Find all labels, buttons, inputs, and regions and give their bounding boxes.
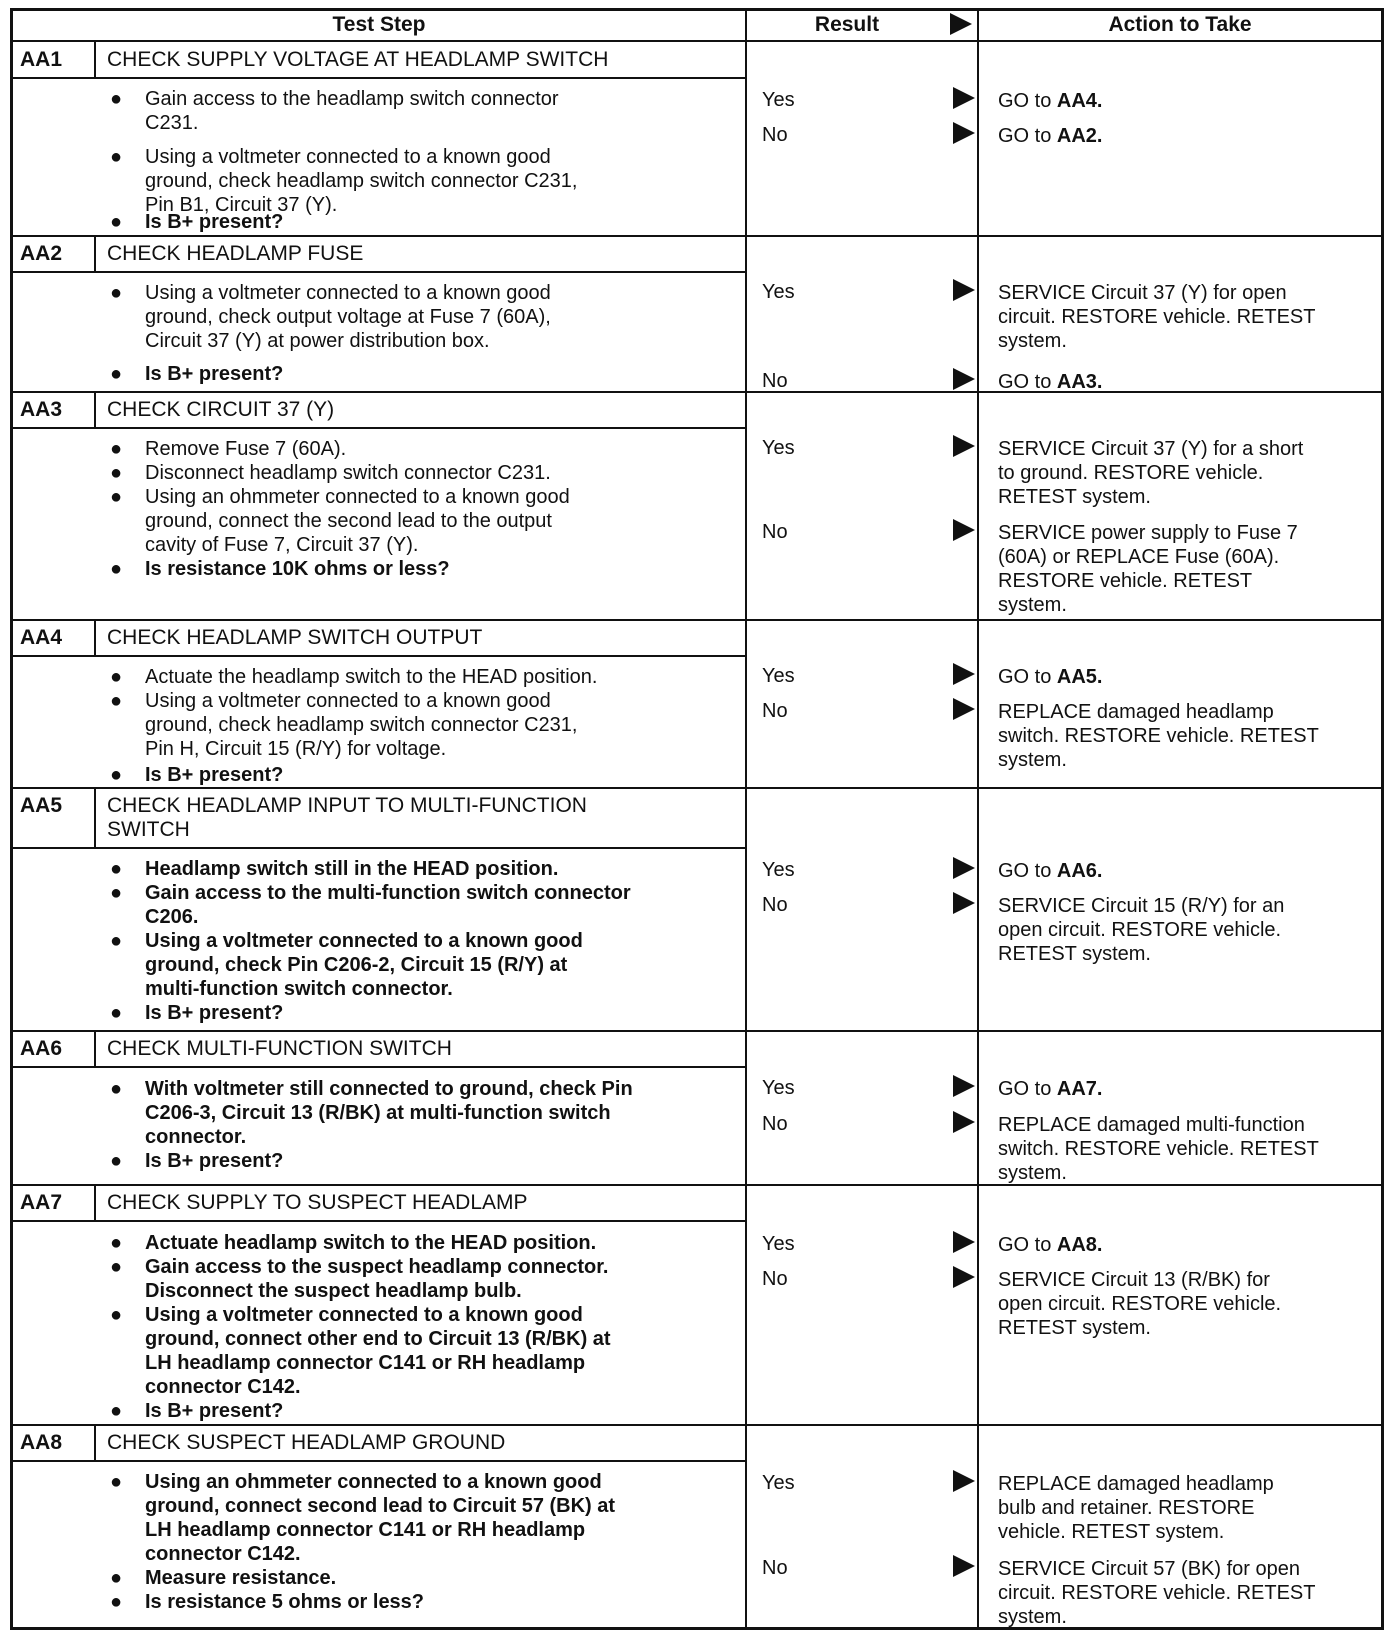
bullet-dot: ● — [110, 211, 123, 233]
action-text — [998, 437, 1378, 509]
action-text — [998, 665, 1378, 689]
arrow-icon — [953, 1231, 975, 1253]
step-bullet — [110, 281, 740, 353]
title-separator — [10, 1220, 745, 1222]
id-divider — [94, 392, 96, 428]
bullet-dot: ● — [110, 764, 123, 786]
arrow-icon — [953, 87, 975, 109]
action-text — [998, 281, 1378, 353]
step-bullet — [110, 485, 740, 557]
bullet-dot: ● — [110, 88, 123, 110]
action-label: GO to — [998, 1078, 1057, 1100]
bullet-dot: ● — [110, 486, 123, 508]
arrow-icon — [953, 122, 975, 144]
bullet-dot: ● — [110, 1591, 123, 1613]
action-label: SERVICE Circuit 15 (R/Y) for an open circuit. RESTORE vehicle. RETEST system. — [998, 895, 1285, 965]
bullet-text: Disconnect headlamp switch connector C231. — [145, 462, 551, 484]
step-bullet — [110, 362, 740, 386]
step-id: AA2 — [20, 242, 63, 265]
action-label: REPLACE damaged multi-function switch. RESTORE vehicle. RETEST system. — [998, 1114, 1319, 1184]
action-text — [998, 1077, 1378, 1101]
result-no: No — [762, 1557, 788, 1579]
bullet-text: Gain access to the headlamp switch connector C231. — [145, 88, 559, 134]
result-no: No — [762, 700, 788, 722]
arrow-icon — [953, 368, 975, 390]
bullet-text: With voltmeter still connected to ground, check Pin C206-3, Circuit 13 (R/BK) at multi-function switch connector. — [145, 1078, 633, 1148]
step-title: CHECK HEADLAMP FUSE — [107, 242, 364, 265]
step-id: AA6 — [20, 1037, 63, 1060]
bullet-dot: ● — [110, 146, 123, 168]
step-bullet — [110, 210, 740, 234]
header-arrow-icon — [950, 13, 972, 35]
bullet-dot: ● — [110, 1002, 123, 1024]
action-label: GO to — [998, 1234, 1057, 1256]
bullet-dot: ● — [110, 930, 123, 952]
header-result: Result — [814, 13, 880, 36]
action-label: GO to — [998, 371, 1057, 393]
action-target-step: AA6. — [1056, 860, 1103, 882]
arrow-icon — [953, 279, 975, 301]
bullet-dot: ● — [110, 1400, 123, 1422]
action-target-step: AA4. — [1056, 90, 1103, 112]
arrow-icon — [953, 1075, 975, 1097]
bullet-text: Using a voltmeter connected to a known good ground, connect other end to Circuit 13 (R/BK) at LH headlamp connector C141 or RH headlamp connector C142. — [145, 1304, 611, 1398]
action-label: REPLACE damaged headlamp switch. RESTORE vehicle. RETEST system. — [998, 701, 1319, 771]
id-divider — [94, 1425, 96, 1461]
row-separator — [10, 1030, 1384, 1032]
arrow-icon — [953, 1266, 975, 1288]
header-bottom-border — [10, 40, 1384, 42]
step-bullet — [110, 689, 740, 761]
step-title: CHECK SUSPECT HEADLAMP GROUND — [107, 1431, 506, 1454]
title-separator — [10, 1460, 745, 1462]
step-bullet — [110, 557, 740, 581]
bullet-text: Using a voltmeter connected to a known good ground, check output voltage at Fuse 7 (60A), Circuit 37 (Y) at power distribution box. — [145, 282, 551, 352]
action-text — [998, 1557, 1378, 1629]
step-bullet — [110, 763, 740, 787]
title-separator — [10, 77, 745, 79]
table-top-border — [10, 8, 1384, 11]
step-bullet — [110, 1077, 740, 1149]
bullet-text: Is B+ present? — [145, 1150, 284, 1172]
arrow-icon — [953, 1111, 975, 1133]
row-separator — [10, 235, 1384, 237]
action-text — [998, 89, 1378, 113]
step-bullet — [110, 437, 740, 461]
result-yes: Yes — [762, 859, 795, 881]
bullet-text: Using an ohmmeter connected to a known good ground, connect the second lead to the output cavity of Fuse 7, Circuit 37 (Y). — [145, 486, 570, 556]
action-column-divider — [977, 8, 979, 1630]
step-bullet — [110, 857, 740, 881]
bullet-dot: ● — [110, 438, 123, 460]
action-target-step: AA3. — [1056, 371, 1103, 393]
result-yes: Yes — [762, 1077, 795, 1099]
title-separator — [10, 847, 745, 849]
action-label: GO to — [998, 860, 1057, 882]
arrow-icon — [953, 1555, 975, 1577]
bullet-text: Actuate headlamp switch to the HEAD position. — [145, 1232, 597, 1254]
id-divider — [94, 1031, 96, 1067]
action-text — [998, 1268, 1378, 1340]
arrow-icon — [953, 519, 975, 541]
bullet-text: Gain access to the suspect headlamp connector. Disconnect the suspect headlamp bulb. — [145, 1256, 609, 1302]
row-separator — [10, 1424, 1384, 1426]
result-yes: Yes — [762, 1472, 795, 1494]
action-text — [998, 700, 1378, 772]
bullet-text: Remove Fuse 7 (60A). — [145, 438, 347, 460]
id-divider — [94, 1185, 96, 1221]
bullet-dot: ● — [110, 666, 123, 688]
bullet-text: Gain access to the multi-function switch connector C206. — [145, 882, 631, 928]
bullet-text: Is B+ present? — [145, 211, 284, 233]
bullet-text: Is B+ present? — [145, 1400, 284, 1422]
arrow-icon — [953, 857, 975, 879]
title-separator — [10, 1066, 745, 1068]
result-no: No — [762, 370, 788, 392]
action-label: GO to — [998, 90, 1057, 112]
result-no: No — [762, 1113, 788, 1135]
action-text — [998, 1472, 1378, 1544]
step-id: AA1 — [20, 48, 63, 71]
id-divider — [94, 236, 96, 272]
step-bullet — [110, 87, 740, 135]
result-no: No — [762, 1268, 788, 1290]
step-bullet — [110, 929, 740, 1001]
step-title: CHECK CIRCUIT 37 (Y) — [107, 398, 335, 421]
result-column-divider — [745, 8, 747, 1630]
bullet-dot: ● — [110, 858, 123, 880]
action-target-step: AA8. — [1056, 1234, 1103, 1256]
step-bullet — [110, 1590, 740, 1614]
action-target-step: AA2. — [1056, 125, 1103, 147]
bullet-dot: ● — [110, 1256, 123, 1278]
bullet-dot: ● — [110, 1150, 123, 1172]
bullet-text: Is resistance 10K ohms or less? — [145, 558, 450, 580]
bullet-dot: ● — [110, 1471, 123, 1493]
bullet-dot: ● — [110, 1232, 123, 1254]
step-id: AA3 — [20, 398, 63, 421]
action-label: REPLACE damaged headlamp bulb and retainer. RESTORE vehicle. RETEST system. — [998, 1473, 1274, 1543]
arrow-icon — [953, 663, 975, 685]
arrow-icon — [953, 1470, 975, 1492]
action-text — [998, 859, 1378, 883]
step-bullet — [110, 1001, 740, 1025]
bullet-dot: ● — [110, 882, 123, 904]
bullet-dot: ● — [110, 282, 123, 304]
action-label: SERVICE power supply to Fuse 7 (60A) or REPLACE Fuse (60A). RESTORE vehicle. RETEST system. — [998, 522, 1298, 616]
step-bullet — [110, 881, 740, 929]
action-text — [998, 124, 1378, 148]
result-yes: Yes — [762, 1233, 795, 1255]
title-separator — [10, 655, 745, 657]
action-label: SERVICE Circuit 37 (Y) for open circuit. RESTORE vehicle. RETEST system. — [998, 282, 1316, 352]
arrow-icon — [953, 892, 975, 914]
step-id: AA7 — [20, 1191, 63, 1214]
step-bullet — [110, 1231, 740, 1255]
result-no: No — [762, 124, 788, 146]
step-bullet — [110, 461, 740, 485]
bullet-dot: ● — [110, 1567, 123, 1589]
row-separator — [10, 787, 1384, 789]
arrow-icon — [953, 698, 975, 720]
table-right-border — [1381, 8, 1384, 1630]
action-text — [998, 1113, 1378, 1185]
action-label: SERVICE Circuit 37 (Y) for a short to ground. RESTORE vehicle. RETEST system. — [998, 438, 1304, 508]
result-yes: Yes — [762, 281, 795, 303]
bullet-dot: ● — [110, 690, 123, 712]
arrow-icon — [953, 435, 975, 457]
result-no: No — [762, 521, 788, 543]
header-action: Action to Take — [1108, 13, 1252, 36]
result-yes: Yes — [762, 89, 795, 111]
step-id: AA4 — [20, 626, 63, 649]
row-separator — [10, 619, 1384, 621]
step-bullet — [110, 1566, 740, 1590]
bullet-text: Is B+ present? — [145, 363, 284, 385]
bullet-dot: ● — [110, 558, 123, 580]
action-label: SERVICE Circuit 57 (BK) for open circuit. RESTORE vehicle. RETEST system. — [998, 1558, 1316, 1628]
result-yes: Yes — [762, 437, 795, 459]
bullet-text: Is B+ present? — [145, 764, 284, 786]
step-title: CHECK SUPPLY VOLTAGE AT HEADLAMP SWITCH — [107, 48, 609, 71]
bullet-text: Actuate the headlamp switch to the HEAD position. — [145, 666, 598, 688]
step-bullet — [110, 1303, 740, 1399]
step-bullet — [110, 1399, 740, 1423]
bullet-dot: ● — [110, 1078, 123, 1100]
action-label: GO to — [998, 666, 1057, 688]
step-id: AA8 — [20, 1431, 63, 1454]
action-text — [998, 521, 1378, 617]
bullet-dot: ● — [110, 363, 123, 385]
step-bullet — [110, 1470, 740, 1566]
bullet-text: Headlamp switch still in the HEAD position. — [145, 858, 559, 880]
action-target-step: AA5. — [1056, 666, 1103, 688]
action-text — [998, 894, 1378, 966]
bullet-text: Using a voltmeter connected to a known good ground, check headlamp switch connector C231, Pin H, Circuit 15 (R/Y) for voltage. — [145, 690, 578, 760]
id-divider — [94, 620, 96, 656]
step-id: AA5 — [20, 794, 63, 817]
step-title: CHECK MULTI-FUNCTION SWITCH — [107, 1037, 452, 1060]
id-divider — [94, 788, 96, 848]
title-separator — [10, 427, 745, 429]
result-yes: Yes — [762, 665, 795, 687]
header-test-step: Test Step — [332, 13, 426, 36]
step-bullet — [110, 1255, 740, 1303]
action-label: SERVICE Circuit 13 (R/BK) for open circuit. RESTORE vehicle. RETEST system. — [998, 1269, 1282, 1339]
step-bullet — [110, 1149, 740, 1173]
action-text — [998, 370, 1378, 394]
bullet-dot: ● — [110, 462, 123, 484]
bullet-text: Using a voltmeter connected to a known good ground, check headlamp switch connector C231, Pin B1, Circuit 37 (Y). — [145, 146, 578, 216]
action-target-step: AA7. — [1056, 1078, 1103, 1100]
bullet-dot: ● — [110, 1304, 123, 1326]
bullet-text: Measure resistance. — [145, 1567, 337, 1589]
result-no: No — [762, 894, 788, 916]
bullet-text: Is B+ present? — [145, 1002, 284, 1024]
bullet-text: Using a voltmeter connected to a known good ground, check Pin C206-2, Circuit 15 (R/Y) at multi-function switch connector. — [145, 930, 583, 1000]
bullet-text: Using an ohmmeter connected to a known good ground, connect second lead to Circuit 57 (BK) at LH headlamp connector C141 or RH headlamp connector C142. — [145, 1471, 616, 1565]
step-title: CHECK HEADLAMP INPUT TO MULTI-FUNCTION SWITCH — [107, 794, 587, 841]
action-text — [998, 1233, 1378, 1257]
title-separator — [10, 271, 745, 273]
step-bullet — [110, 665, 740, 689]
bullet-text: Is resistance 5 ohms or less? — [145, 1591, 425, 1613]
step-title: CHECK SUPPLY TO SUSPECT HEADLAMP — [107, 1191, 528, 1214]
table-left-border — [10, 8, 13, 1630]
action-label: GO to — [998, 125, 1057, 147]
step-title: CHECK HEADLAMP SWITCH OUTPUT — [107, 626, 483, 649]
step-bullet — [110, 145, 740, 217]
id-divider — [94, 42, 96, 78]
